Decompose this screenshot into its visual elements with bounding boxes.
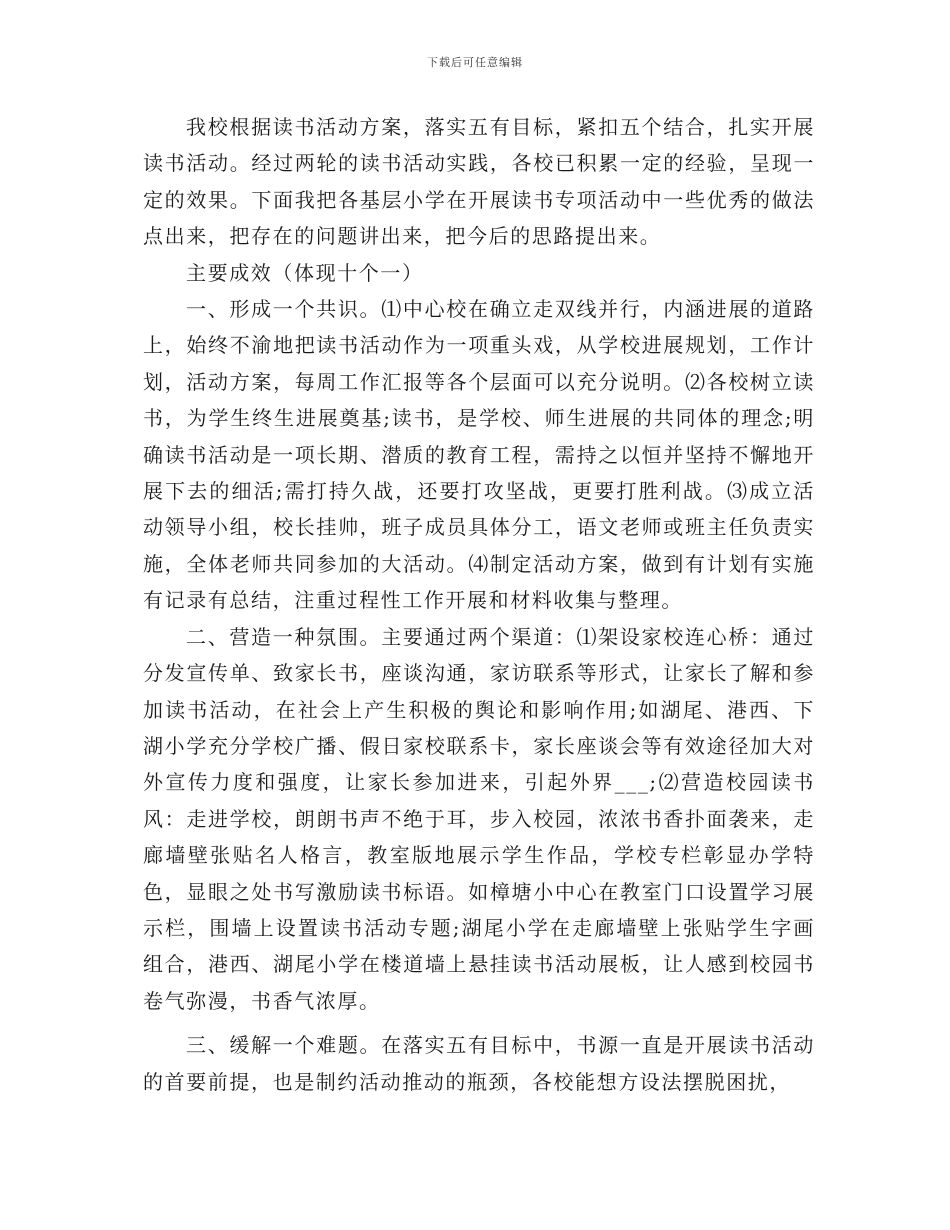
paragraph-difficulty: 三、缓解一个难题。在落实五有目标中，书源一直是开展读书活动的首要前提，也是制约活动推动的瓶颈，各校能想方设法摆脱困扰， (143, 1033, 815, 1094)
paragraph-atmosphere: 二、营造一种氛围。主要通过两个渠道：⑴架设家校连心桥：通过分发宣传单、致家长书，座谈沟通，家访联系等形式，让家长了解和参加读书活动，在社会上产生积极的舆论和影响作用;如湖尾、港西、下湖小学充分学校广播、假日家校联系卡，家长座谈会等有效途径加大对外宣传力度和强度，让家长参加进来，引起外界___;⑵营造校园读书风：走进学校，朗朗书声不绝于耳，步入校园，浓浓书香扑面袭来，走廊墙壁张贴名人格言，教室版地展示学生作品，学校专栏彰显办学特色，显眼之处书写激励读书标语。如樟塘小中心在教室门口设置学习展示栏，围墙上设置读书活动专题;湖尾小学在走廊墙壁上张贴学生字画组合，港西、湖尾小学在楼道墙上悬挂读书活动展板，让人感到校园书卷气弥漫，书香气浓厚。 (143, 624, 815, 1013)
paragraph-consensus: 一、形成一个共识。⑴中心校在确立走双线并行，内涵进展的道路上，始终不渝地把读书活动作为一项重头戏，从学校进展规划，工作计划，活动方案，每周工作汇报等各个层面可以充分说明。⑵各校树立读书，为学生终生进展奠基;读书，是学校、师生进展的共同体的理念;明确读书活动是一项长期、潜质的教育工程，需持之以恒并坚持不懈地开展下去的细活;需打持久战，还要打攻坚战，更要打胜利战。⑶成立活动领导小组，校长挂帅，班子成员具体分工，语文老师或班主任负责实施，全体老师共同参加的大活动。⑷制定活动方案，做到有计划有实施有记录有总结，注重过程性工作开展和材料收集与整理。 (143, 297, 815, 613)
paragraph-intro: 我校根据读书活动方案，落实五有目标，紧扣五个结合，扎实开展读书活动。经过两轮的读书活动实践，各校已积累一定的经验，呈现一定的效果。下面我把各基层小学在开展读书专项活动中一些优秀的做法点出来，把存在的问题讲出来，把今后的思路提出来。 (143, 115, 815, 249)
header-note: 下载后可任意编辑 (427, 56, 523, 69)
paragraph-section-heading: 主要成效（体现十个一） (186, 260, 424, 285)
document-body (143, 109, 815, 1100)
